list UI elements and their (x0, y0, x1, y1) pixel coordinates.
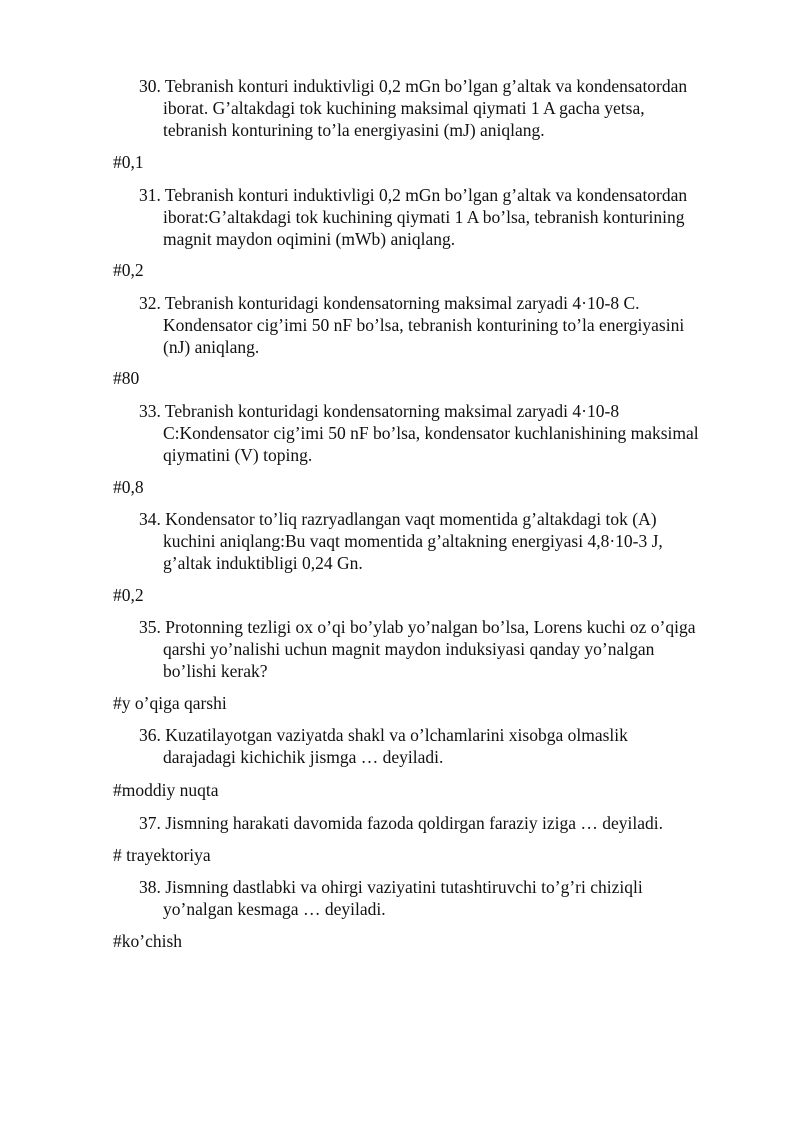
answer-32: #80 (113, 368, 140, 388)
question-line: Kondensator cig’imi 50 nF bo’lsa, tebranish konturining to’la energiyasini (163, 314, 685, 335)
question-line: 31. Tebranish konturi induktivligi 0,2 mGn bo’lgan g’altak va kondensatordan (139, 185, 688, 205)
question-line: tebranish konturining to’la energiyasini (mJ) aniqlang. (163, 119, 545, 140)
question-31 (139, 185, 759, 250)
question-line: magnit maydon oqimini (mWb) aniqlang. (163, 228, 456, 249)
question-38 (139, 877, 759, 921)
question-line: iborat:G’altakdagi tok kuchining qiymati 1 A bo’lsa, tebranish konturining (163, 206, 685, 227)
question-36 (139, 725, 759, 769)
question-30 (139, 76, 759, 141)
answer-36: #moddiy nuqta (113, 780, 219, 800)
question-33 (139, 401, 759, 466)
question-line: kuchini aniqlang:Bu vaqt momentida g’altakning energiyasi 4,8·10-3 J, (163, 530, 663, 551)
answer-37: # trayektoriya (113, 845, 211, 865)
answer-30: #0,1 (113, 152, 144, 172)
answer-35: #y o’qiga qarshi (113, 693, 227, 713)
question-34 (139, 509, 759, 574)
answer-31: #0,2 (113, 260, 144, 280)
question-line: iborat. G’altakdagi tok kuchining maksimal qiymati 1 A gacha yetsa, (163, 97, 645, 118)
question-line: qiymatini (V) toping. (163, 444, 313, 465)
question-line: (nJ) aniqlang. (163, 336, 260, 357)
question-line: qarshi yo’nalishi uchun magnit maydon induksiyasi qanday yo’nalgan (163, 638, 655, 659)
question-32 (139, 293, 759, 358)
question-line: 35. Protonning tezligi ox o’qi bo’ylab yo’nalgan bo’lsa, Lorens kuchi oz o’qiga (139, 617, 696, 637)
question-line: 33. Tebranish konturidagi kondensatorning maksimal zaryadi 4·10-8 (139, 401, 620, 421)
answer-34: #0,2 (113, 585, 144, 605)
answer-33: #0,8 (113, 477, 144, 497)
question-line: 38. Jismning dastlabki va ohirgi vaziyatini tutashtiruvchi to’g’ri chiziqli (139, 877, 643, 897)
question-line: darajadagi kichichik jismga … deyiladi. (163, 746, 444, 767)
question-line: 30. Tebranish konturi induktivligi 0,2 mGn bo’lgan g’altak va kondensatordan (139, 76, 688, 96)
question-35 (139, 617, 759, 682)
question-line: g’altak induktibligi 0,24 Gn. (163, 552, 363, 573)
question-line: bo’lishi kerak? (163, 660, 268, 681)
question-line: 32. Tebranish konturidagi kondensatorning maksimal zaryadi 4·10-8 C. (139, 293, 640, 313)
answer-38: #ko’chish (113, 931, 183, 951)
question-line: 36. Kuzatilayotgan vaziyatda shakl va o’lchamlarini xisobga olmaslik (139, 725, 628, 745)
question-line: C:Kondensator cig’imi 50 nF bo’lsa, kondensator kuchlanishining maksimal (163, 422, 699, 443)
question-37 (139, 813, 759, 835)
question-line: 34. Kondensator to’liq razryadlangan vaqt momentida g’altakdagi tok (A) (139, 509, 657, 529)
question-line: 37. Jismning harakati davomida fazoda qoldirgan faraziy iziga … deyiladi. (139, 813, 664, 833)
question-line: yo’nalgan kesmaga … deyiladi. (163, 898, 386, 919)
